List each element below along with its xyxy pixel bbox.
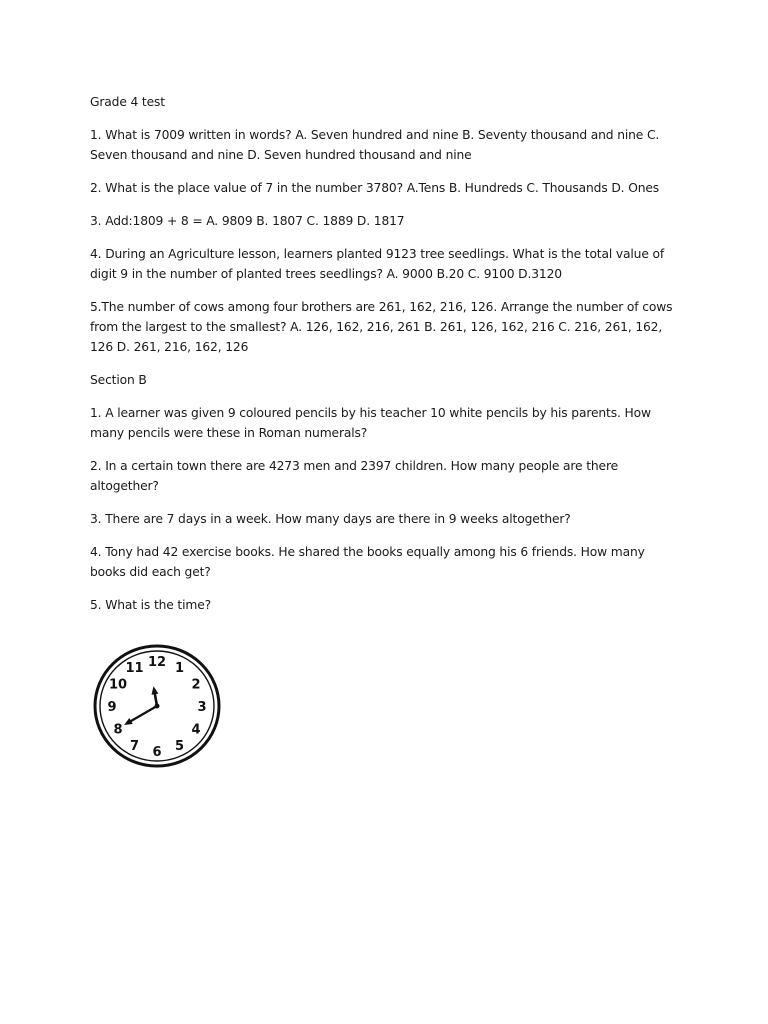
question-a3: 3. Add:1809 + 8 = A. 9809 B. 1807 C. 1889 D. 1817	[90, 214, 405, 228]
clock-minute-hand	[128, 706, 157, 723]
section-b-heading: Section B	[90, 373, 147, 387]
clock-number-4: 4	[191, 722, 201, 738]
question-b3: 3. There are 7 days in a week. How many days are there in 9 weeks altogether?	[90, 512, 571, 526]
question-a1: 1. What is 7009 written in words? A. Seven hundred and nine B. Seventy thousand and nine C. Seven thousand and nine D. Seven hundred thousand and nine	[90, 128, 660, 162]
clock-number-11: 11	[125, 661, 144, 676]
clock-number-10: 10	[108, 677, 128, 693]
question-b2: 2. In a certain town there are 4273 men and 2397 children. How many people are there altogether?	[90, 459, 619, 493]
worksheet-content	[90, 92, 682, 628]
question-a4: 4. During an Agriculture lesson, learners planted 9123 tree seedlings. What is the total value of digit 9 in the number of planted trees seedlings? A. 9000 B.20 C. 9100 D.3120	[90, 247, 665, 281]
clock-number-8: 8	[113, 722, 123, 738]
page-title: Grade 4 test	[90, 95, 165, 109]
clock-number-9: 9	[107, 700, 117, 715]
clock-center-hub	[155, 704, 160, 709]
clock-number-5: 5	[174, 739, 185, 754]
clock-figure	[92, 644, 224, 772]
question-b4: 4. Tony had 42 exercise books. He shared the books equally among his 6 friends. How many books did each get?	[90, 545, 645, 579]
question-b1: 1. A learner was given 9 coloured pencils by his teacher 10 white pencils by his parents. How many pencils were these in Roman numerals?	[90, 406, 651, 440]
clock-number-12: 12	[147, 655, 167, 670]
clock-number-3: 3	[197, 700, 207, 715]
clock-number-6: 6	[152, 745, 162, 760]
clock-number-1: 1	[174, 661, 185, 676]
question-a5: 5.The number of cows among four brothers are 261, 162, 216, 126. Arrange the number of cows from the largest to the smallest? A. 126, 162, 216, 261 B. 261, 126, 162, 216 C. 216, 261, 162, 126 D. 261, 216, 162, 126	[90, 300, 673, 354]
clock-number-2: 2	[191, 677, 201, 693]
question-b5: 5. What is the time?	[90, 598, 211, 612]
clock-hour-hand-tip	[152, 686, 159, 695]
clock-icon	[92, 644, 224, 772]
question-a2: 2. What is the place value of 7 in the number 3780? A.Tens B. Hundreds C. Thousands D. Ones	[90, 181, 660, 195]
clock-number-7: 7	[129, 739, 140, 754]
